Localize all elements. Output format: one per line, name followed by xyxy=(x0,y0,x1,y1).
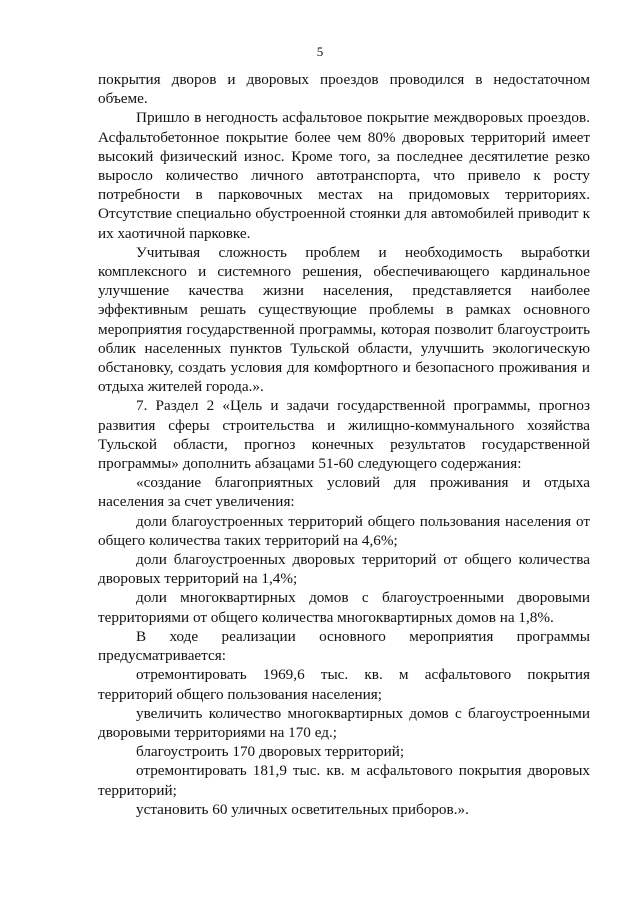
paragraph-apartment-buildings-share: доли многоквартирных домов с благоустроенными дворовыми территориями от общего количества многоквартирных домов на 1,8%. xyxy=(98,589,590,626)
document-body xyxy=(98,70,590,819)
paragraph-public-territories-share: доли благоустроенных территорий общего пользования населения от общего количества таких территорий на 4,6%; xyxy=(98,512,590,549)
paragraph-yard-territories-share: доли благоустроенных дворовых территорий от общего количества дворовых территорий на 1,4%; xyxy=(98,551,590,588)
paragraph-section-amendment: 7. Раздел 2 «Цель и задачи государственной программы, прогноз развития сферы строительства и жилищно-коммунального хозяйства Тульской области, прогноз конечных результатов государственной программы» дополнить абзацами 51-60 следующего содержания: xyxy=(98,397,590,473)
paragraph-favorable-conditions: «создание благоприятных условий для проживания и отдыха населения за счет увеличения: xyxy=(98,474,590,511)
paragraph-program-rationale: Учитывая сложность проблем и необходимость выработки комплексного и системного решения, обеспечивающего кардинальное улучшение качества жизни населения, представляется наиболее эффективным решать существующие проблемы в рамках основного мероприятия государственной программы, которая позволит благоустроить облик населенных пунктов Тульской области, улучшить экологическую обстановку, создать условия для комфортного и безопасного проживания и отдыха жителей города.». xyxy=(98,243,590,396)
paragraph-repair-public-asphalt: отремонтировать 1969,6 тыс. кв. м асфальтового покрытия территорий общего пользования населения; xyxy=(98,666,590,703)
paragraph-repair-yard-asphalt: отремонтировать 181,9 тыс. кв. м асфальтового покрытия дворовых территорий; xyxy=(98,762,590,799)
paragraph-increase-buildings: увеличить количество многоквартирных домов с благоустроенными дворовыми территориями на 170 ед.; xyxy=(98,704,590,741)
paragraph-continuation: покрытия дворов и дворовых проездов проводился в недостаточном объеме. xyxy=(98,71,590,108)
paragraph-asphalt-condition: Пришло в негодность асфальтовое покрытие междворовых проездов. Асфальтобетонное покрытие более чем 80% дворовых территорий имеет высокий физический износ. Кроме того, за последнее десятилетие резко выросло количество личного автотранспорта, что привело к росту потребности в парковочных местах на придомовых территориях. Отсутствие специально обустроенной стоянки для автомобилей приводит к их хаотичной парковке. xyxy=(98,109,590,242)
paragraph-implementation-intro: В ходе реализации основного мероприятия программы предусматривается: xyxy=(98,627,590,665)
page-number: 5 xyxy=(316,44,324,59)
paragraph-improve-yards: благоустроить 170 дворовых территорий; xyxy=(136,743,405,761)
paragraph-install-lighting: установить 60 уличных осветительных приборов.». xyxy=(136,800,469,818)
